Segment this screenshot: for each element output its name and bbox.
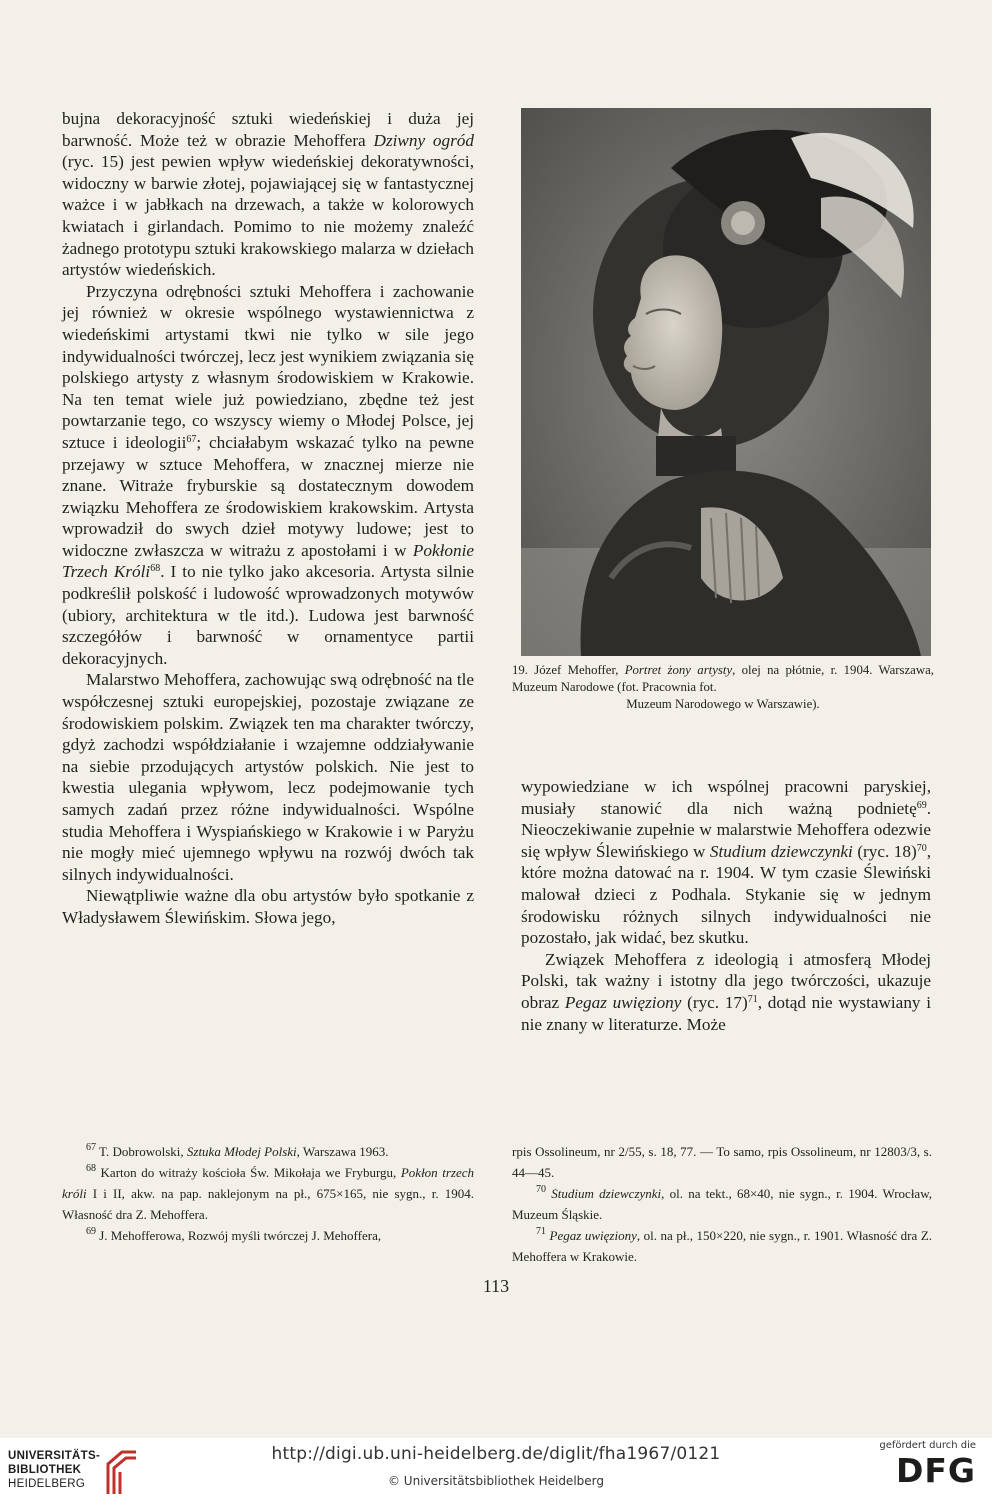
text-run: Związek Mehoffera z ideologią i atmosferą Młodej Polski, tak ważny i istotny dla jego twórczości, ukazuje obraz — [521, 949, 931, 1012]
logo-line-1: UNIVERSITÄTS- — [8, 1450, 101, 1462]
footnote-ref-68: 68 — [150, 563, 161, 575]
artwork-title: Pegaz uwięziony — [564, 992, 682, 1012]
logo-line-3: HEIDELBERG — [8, 1478, 86, 1490]
footnote-70 — [512, 1183, 932, 1225]
figure-caption — [512, 662, 934, 713]
text-run: wypowiedziane w ich wspólnej pracowni paryskiej, musiały stanowić dla nich ważną podnietę — [521, 777, 931, 818]
text-run: bujna dekoracyjność sztuki wiedeńskiej i duża jej barwność. Może też w obrazie Mehoffera — [62, 109, 474, 150]
dfg-funding-logo[interactable] — [866, 1440, 976, 1491]
text-run: Przyczyna odrębności sztuki Mehoffera i zachowanie jej również w okresie wspólnego wystawiennictwa z wiedeńskimi artystami tkwi nie tylko w sile jego indywidualności twórczej, lecz jest wynikiem związania się polskiego artysty z własnym środowiskiem w Krakowie. Na ten temat wiele już powiedziano, zbędne też jest powtarzanie tego, co wszyscy wiemy o Młodej Polsce, jej sztuce i ideologii — [62, 281, 474, 452]
paragraph-left-1 — [62, 108, 474, 281]
footnote-number: 70 — [536, 1184, 546, 1195]
text-run: (ryc. 15) jest pewien wpływ wiedeńskiej dekoratywności, widoczny w barwie złotej, pojawiającej się w fantastycznej ważce i w jabłkach na drzewach, a także w kolorowych kwiatach i girlandach. Pomimo to nie możemy znaleźć żadnego prototypu sztuki krakowskiego malarza w dziełach artystów wiedeńskich. — [62, 152, 474, 280]
text-run: T. Dobrowolski, — [96, 1144, 187, 1159]
portrait-illustration — [521, 108, 931, 656]
footnote-number: 71 — [536, 1226, 546, 1237]
text-run: J. Mehofferowa, Rozwój myśli twórczej J. Mehoffera, — [96, 1228, 382, 1243]
paragraph-right-2 — [521, 949, 931, 1035]
text-run: . I to nie tylko jako akcesoria. Artysta silnie podkreślił polskość i ludowość wprowadzonych motywów (ubiory, architektura w tle itd.). Ludowa jest barwność szczegółów i barwność w ornamentyce partii dekoracyjnych. — [62, 562, 474, 668]
paragraph-left-4: Niewątpliwie ważne dla obu artystów było spotkanie z Władysławem Ślewińskim. Słowa jego, — [62, 886, 474, 927]
text-run: (ryc. 17) — [681, 992, 748, 1012]
footnotes-left — [62, 1141, 474, 1246]
text-run: , ol. na pł., 150×220, nie sygn., r. 1901. Własność dra Z. Mehoffera w Krakowie. — [512, 1228, 933, 1264]
footnote-ref-70: 70 — [916, 842, 927, 854]
artwork-title: Pokłonie Trzech Króli — [62, 540, 474, 582]
footnote-68 — [62, 1162, 474, 1225]
footnote-number: 68 — [86, 1163, 96, 1174]
dfg-logo-text: DFG — [895, 1451, 976, 1490]
page-number: 113 — [482, 1276, 510, 1296]
text-run: rpis Ossolineum, nr 2/55, s. 18, 77. — To samo, rpis Ossolineum, nr 12803/3, s. 44—45. — [512, 1144, 932, 1180]
funding-note: gefördert durch die — [879, 1440, 976, 1451]
text-run: ; chciałabym wskazać tylko na pewne przejawy w sztuce Mehoffera, w znacznej mierze nie znane. Witraże fryburskie są dostatecznym dowodem związku Mehoffera ze środowiskiem krakowskim. Artysta wprowadził do swych dzieł motywy ludowe; jest to widoczne zwłaszcza w witrażu z apostołami i w — [62, 432, 474, 560]
left-text-column — [62, 108, 474, 929]
paragraph-left-2 — [62, 281, 474, 670]
footnote-ref-71: 71 — [747, 993, 758, 1005]
artwork-title: Pokłon trzech króli — [62, 1165, 474, 1201]
footnote-ref-67: 67 — [186, 433, 197, 445]
footnote-71 — [512, 1225, 932, 1267]
permalink-url[interactable]: http://digi.ub.uni-heidelberg.de/diglit/fha1967/0121 — [271, 1444, 721, 1464]
footnotes-right — [512, 1141, 932, 1267]
footnote-67 — [62, 1141, 474, 1162]
text-run: 19. Józef Mehoffer, — [512, 663, 625, 677]
library-banner — [0, 1438, 992, 1500]
text-run: , które można datować na r. 1904. W tym czasie Ślewiński malował dzieci z Podhala. Stykanie się w jednym środowisku różnych silnych indywidualności nie pozostało, jak widać, bez skutku. — [521, 841, 931, 948]
text-run: , olej na płótnie, r. 1904. Warszawa, Muzeum Narodowe (fot. Pracownia fot. — [512, 663, 934, 694]
footnote-number: 67 — [86, 1142, 96, 1153]
artwork-title: Pegaz uwięziony — [549, 1228, 637, 1243]
copyright-notice: © Universitätsbibliothek Heidelberg — [387, 1474, 604, 1488]
text-run: , Warszawa 1963. — [296, 1144, 389, 1159]
footnote-number: 69 — [86, 1226, 96, 1237]
artwork-title: Portret żony artysty — [624, 663, 733, 677]
text-run: , ol. na tekt., 68×40, nie sygn., r. 1904. Wrocław, Muzeum Śląskie. — [512, 1186, 932, 1222]
text-run: , dotąd nie wystawiany i nie znany w literaturze. Może — [521, 992, 932, 1034]
logo-line-2: BIBLIOTHEK — [8, 1464, 82, 1476]
artwork-title: Dziwny ogród — [373, 130, 474, 150]
paragraph-right-1 — [521, 776, 931, 949]
book-title: Sztuka Młodej Polski — [186, 1144, 297, 1159]
text-run: Karton do witraży kościoła Św. Mikołaja we Fryburgu, — [96, 1165, 401, 1180]
artwork-title: Studium dziewczynki — [551, 1186, 662, 1201]
artwork-title: Studium dziewczynki — [709, 841, 853, 861]
text-run: I i II, akw. na pap. naklejonym na pł., 675×165, nie sygn., r. 1904. Własność dra Z. Mehoffera. — [62, 1186, 474, 1222]
paragraph-left-3: Malarstwo Mehoffera, zachowując swą odrębność na tle współczesnej sztuki europejskiej, pozostaje związane ze środowiskiem polskim. Związek ten ma charakter twórczy, gdyż zachodzi współdziałanie i wzajemne oddziaływanie na siebie przodujących artystów polskich. Nie jest to kwestia ulegania wpływom, lecz podejmowanie tych samych zadań przez różne indywidualności. Wspólne studia Mehoffera i Wyspiańskiego w Krakowie i w Paryżu nie mogły mieć ujemnego wpływu na rozwój dwóch tak silnych indywidualności. — [62, 670, 474, 884]
footnote-69 — [62, 1225, 474, 1246]
footnote-69-continued — [512, 1141, 932, 1183]
text-run: . Nieoczekiwanie zupełnie w malarstwie Mehoffera odezwie się wpływ Ślewińskiego w — [521, 798, 931, 861]
caption-last-line: Muzeum Narodowego w Warszawie). — [626, 697, 820, 711]
right-text-column — [521, 776, 931, 1035]
text-run: (ryc. 18) — [852, 841, 917, 861]
portrait-figure — [521, 108, 931, 656]
footnote-ref-69: 69 — [916, 799, 927, 811]
